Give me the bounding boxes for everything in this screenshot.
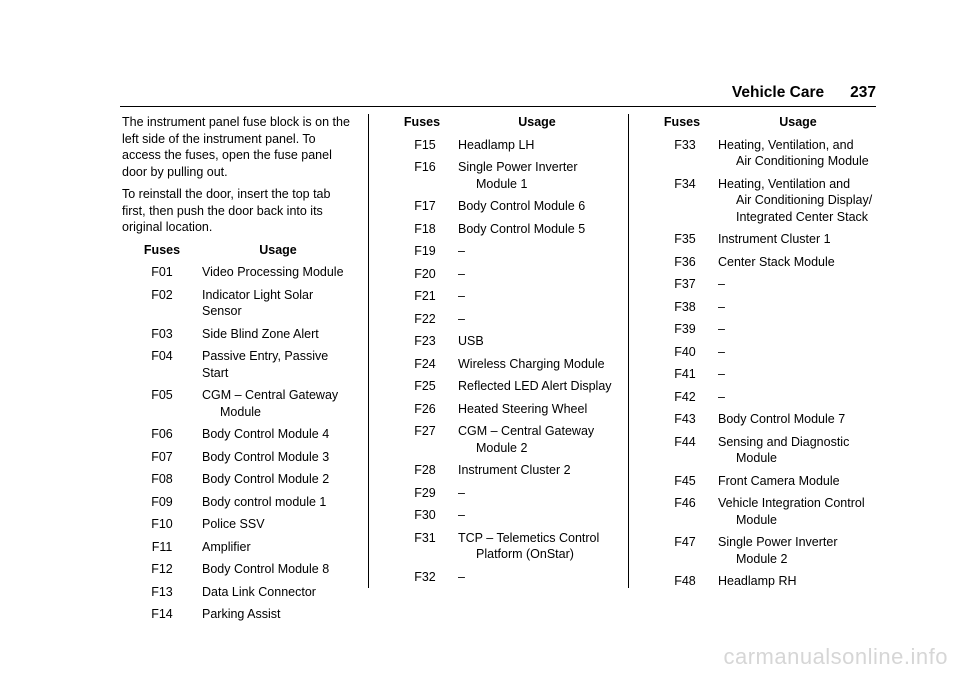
usage-line: Headlamp LH [458,137,535,152]
table-row [652,276,884,293]
fuse-usage [458,137,622,154]
fuse-id: F35 [674,232,696,246]
intro-paragraph: To reinstall the door, insert the top tab first, then push the door back into its original location. [122,187,331,234]
fuse-usage [718,495,884,528]
fuse-usage [718,389,884,406]
fuse-usage [718,231,884,248]
fuse-id: F04 [151,349,173,363]
table-row [392,198,622,215]
usage-line: Body Control Module 4 [202,427,330,441]
usage-line: – [458,508,465,522]
usage-line: – [458,311,465,326]
table-row [392,221,622,238]
fuse-id: F08 [151,472,173,486]
usage-line: – [718,299,725,314]
fuse-usage [458,356,622,373]
fuse-usage [718,299,884,316]
table-row [652,321,884,338]
usage-header: Usage [779,115,817,129]
usage-line: Single Power Inverter [718,535,838,549]
fuse-usage [458,423,622,456]
usage-line: Passive Entry, Passive Start [202,349,329,380]
usage-line: Heated Steering Wheel [458,401,588,416]
fuse-id: F41 [674,367,696,381]
usage-line: Heating, Ventilation, and [718,137,854,152]
usage-header: Usage [259,242,297,257]
table-header [652,114,884,131]
fuse-usage [458,485,622,502]
fuse-usage [202,326,354,343]
table-row [652,573,884,590]
usage-line: – [718,389,725,404]
table-row [122,426,354,443]
fuse-usage [458,288,622,305]
usage-line: Heating, Ventilation and [718,176,851,191]
usage-line: CGM – Central Gateway [202,388,339,402]
table-row [122,516,354,533]
table-row [392,288,622,305]
usage-line: Body Control Module 8 [202,562,330,576]
table-row [652,231,884,248]
fuse-usage [458,221,622,238]
fuse-id: F20 [414,266,436,281]
fuse-id: F28 [414,463,436,477]
fuse-id: F36 [674,254,696,269]
column-3 [652,114,884,596]
usage-line: Module 1 [476,176,528,191]
fuse-id: F29 [414,485,436,500]
fuses-header: Fuses [143,242,181,257]
fuse-usage [458,266,622,283]
table-row [392,507,622,524]
table-row [122,561,354,578]
usage-line: – [458,266,465,281]
fuses-header: Fuses [663,115,701,129]
fuse-usage [202,516,354,533]
page-header [700,84,876,106]
table-row [392,356,622,373]
fuse-usage [718,434,884,467]
fuse-usage [458,159,622,192]
fuse-usage [202,494,354,511]
fuse-id: F27 [414,424,436,438]
fuse-id: F45 [674,473,696,488]
fuse-usage [202,287,354,320]
table-row [392,530,622,563]
usage-line: Body Control Module 2 [202,472,330,486]
usage-line: Body control module 1 [202,494,327,509]
fuse-table [392,137,622,586]
usage-line: Platform (OnStar) [476,547,574,561]
usage-header: Usage [518,115,556,129]
fuse-usage [718,137,884,170]
column-divider [628,114,629,588]
usage-line: Body Control Module 6 [458,199,586,213]
fuse-id: F07 [151,449,173,464]
table-row [122,471,354,488]
fuse-id: F06 [151,427,173,441]
column-1 [122,114,354,629]
usage-line: – [718,322,725,336]
fuse-id: F40 [674,344,696,359]
fuse-id: F19 [414,244,436,258]
usage-line: Body Control Module 5 [458,221,586,236]
fuse-id: F18 [414,221,436,236]
fuse-usage [458,243,622,260]
usage-line: Single Power Inverter [458,160,578,174]
watermark: carmanualsonline.info [723,644,948,669]
fuse-usage [718,411,884,428]
table-row [652,137,884,170]
table-row [652,254,884,271]
table-row [122,494,354,511]
fuse-usage [718,276,884,293]
fuse-usage [458,569,622,586]
usage-line: – [718,367,725,381]
usage-line: Module [736,512,777,527]
usage-line: Indicator Light Solar Sensor [202,287,314,318]
usage-line: Module [220,404,261,419]
usage-line: Amplifier [202,539,251,554]
table-row [122,606,354,623]
fuse-usage [458,333,622,350]
usage-line: Video Processing Module [202,265,344,279]
table-row [652,299,884,316]
fuse-id: F42 [674,389,696,404]
column-2 [392,114,622,591]
fuse-id: F21 [414,289,436,303]
fuse-usage [718,321,884,338]
fuse-usage [718,473,884,490]
table-row [652,344,884,361]
fuse-usage [718,366,884,383]
usage-line: – [718,277,725,291]
usage-line: Center Stack Module [718,254,835,269]
fuse-usage [718,254,884,271]
fuse-id: F43 [674,412,696,426]
table-row [392,401,622,418]
usage-line: – [718,344,725,359]
usage-line: – [458,569,465,584]
fuse-id: F12 [151,562,173,576]
usage-line: Air Conditioning Display/ [736,193,873,207]
table-row [122,449,354,466]
table-row [392,485,622,502]
table-header [122,242,354,259]
fuse-id: F17 [414,199,436,213]
usage-line: Vehicle Integration Control [718,496,865,510]
header-divider [120,106,876,107]
fuse-id: F47 [674,535,696,549]
fuse-id: F24 [414,356,436,371]
usage-line: Module 2 [476,440,528,455]
usage-line: Body Control Module 7 [718,412,846,426]
fuse-usage [458,311,622,328]
table-row [122,326,354,343]
fuse-usage [202,561,354,578]
table-row [392,423,622,456]
usage-line: Reflected LED Alert Display [458,379,612,393]
fuse-id: F38 [674,299,696,314]
fuse-id: F37 [674,277,696,291]
table-row [392,462,622,479]
table-row [392,378,622,395]
fuse-id: F13 [151,584,173,599]
usage-line: Module [736,451,777,465]
page-number: 237 [850,84,876,101]
fuse-id: F23 [414,334,436,348]
usage-line: Parking Assist [202,607,281,621]
column-divider [368,114,369,588]
table-row [652,389,884,406]
fuse-id: F16 [414,160,436,174]
usage-line: Headlamp RH [718,574,797,588]
table-row [652,434,884,467]
fuse-usage [718,176,884,226]
fuse-usage [202,387,354,420]
table-row [122,287,354,320]
fuse-id: F44 [674,434,696,449]
fuse-usage [458,462,622,479]
fuse-id: F09 [151,494,173,509]
fuse-id: F30 [414,508,436,522]
usage-line: – [458,485,465,500]
fuse-usage [718,534,884,567]
fuse-id: F11 [151,539,173,554]
usage-line: Instrument Cluster 1 [718,232,831,246]
fuse-usage [718,573,884,590]
fuse-id: F33 [674,137,696,152]
fuse-id: F22 [414,311,436,326]
usage-line: Body Control Module 3 [202,449,330,464]
table-row [652,473,884,490]
table-row [392,159,622,192]
fuse-usage [202,449,354,466]
table-row [392,266,622,283]
table-row [392,333,622,350]
fuse-id: F10 [151,517,173,531]
fuse-usage [202,606,354,623]
table-row [652,495,884,528]
usage-line: TCP – Telemetics Control [458,530,600,545]
fuse-usage [458,378,622,395]
fuse-usage [202,264,354,281]
fuse-usage [458,401,622,418]
fuse-id: F01 [151,265,173,279]
fuse-id: F02 [151,287,173,302]
usage-line: Police SSV [202,517,265,531]
usage-line: Instrument Cluster 2 [458,463,571,477]
fuse-id: F34 [674,176,696,191]
table-row [652,176,884,226]
usage-line: – [458,244,465,258]
table-row [652,411,884,428]
table-row [652,534,884,567]
table-row [392,311,622,328]
fuse-id: F05 [151,388,173,402]
fuse-table [652,137,884,590]
fuse-table [122,264,354,623]
usage-line: Data Link Connector [202,584,316,599]
usage-line: USB [458,334,484,348]
table-row [392,569,622,586]
fuse-usage [458,530,622,563]
usage-line: Air Conditioning Module [736,154,869,168]
usage-line: Wireless Charging Module [458,356,605,371]
fuse-usage [202,584,354,601]
fuse-id: F39 [674,322,696,336]
usage-line: Module 2 [736,551,788,566]
fuse-id: F14 [151,607,173,621]
fuse-id: F48 [674,574,696,588]
fuse-usage [202,471,354,488]
fuse-id: F32 [414,569,436,584]
usage-line: Front Camera Module [718,473,840,488]
usage-line: – [458,289,465,303]
usage-line: Sensing and Diagnostic [718,434,850,449]
fuse-usage [202,539,354,556]
intro-paragraph: The instrument panel fuse block is on the left side of the instrument panel. To access the fuses, open the fuse panel door by pulling out. [122,115,350,179]
fuse-usage [202,426,354,443]
table-row [122,348,354,381]
fuses-header: Fuses [403,115,441,129]
section-title: Vehicle Care [731,84,825,101]
table-row [122,584,354,601]
fuse-id: F26 [414,401,436,416]
table-header [392,114,622,131]
fuse-usage [202,348,354,381]
fuse-id: F31 [414,530,436,545]
usage-line: CGM – Central Gateway [458,424,595,438]
table-row [652,366,884,383]
fuse-usage [458,507,622,524]
table-row [122,539,354,556]
usage-line: Integrated Center Stack [736,209,869,224]
table-row [392,243,622,260]
fuse-usage [718,344,884,361]
fuse-id: F03 [151,326,173,341]
fuse-id: F46 [674,496,696,510]
table-row [122,387,354,420]
table-row [392,137,622,154]
usage-line: Side Blind Zone Alert [202,326,319,341]
table-row [122,264,354,281]
fuse-id: F25 [414,379,436,393]
fuse-id: F15 [414,137,436,152]
fuse-usage [458,198,622,215]
